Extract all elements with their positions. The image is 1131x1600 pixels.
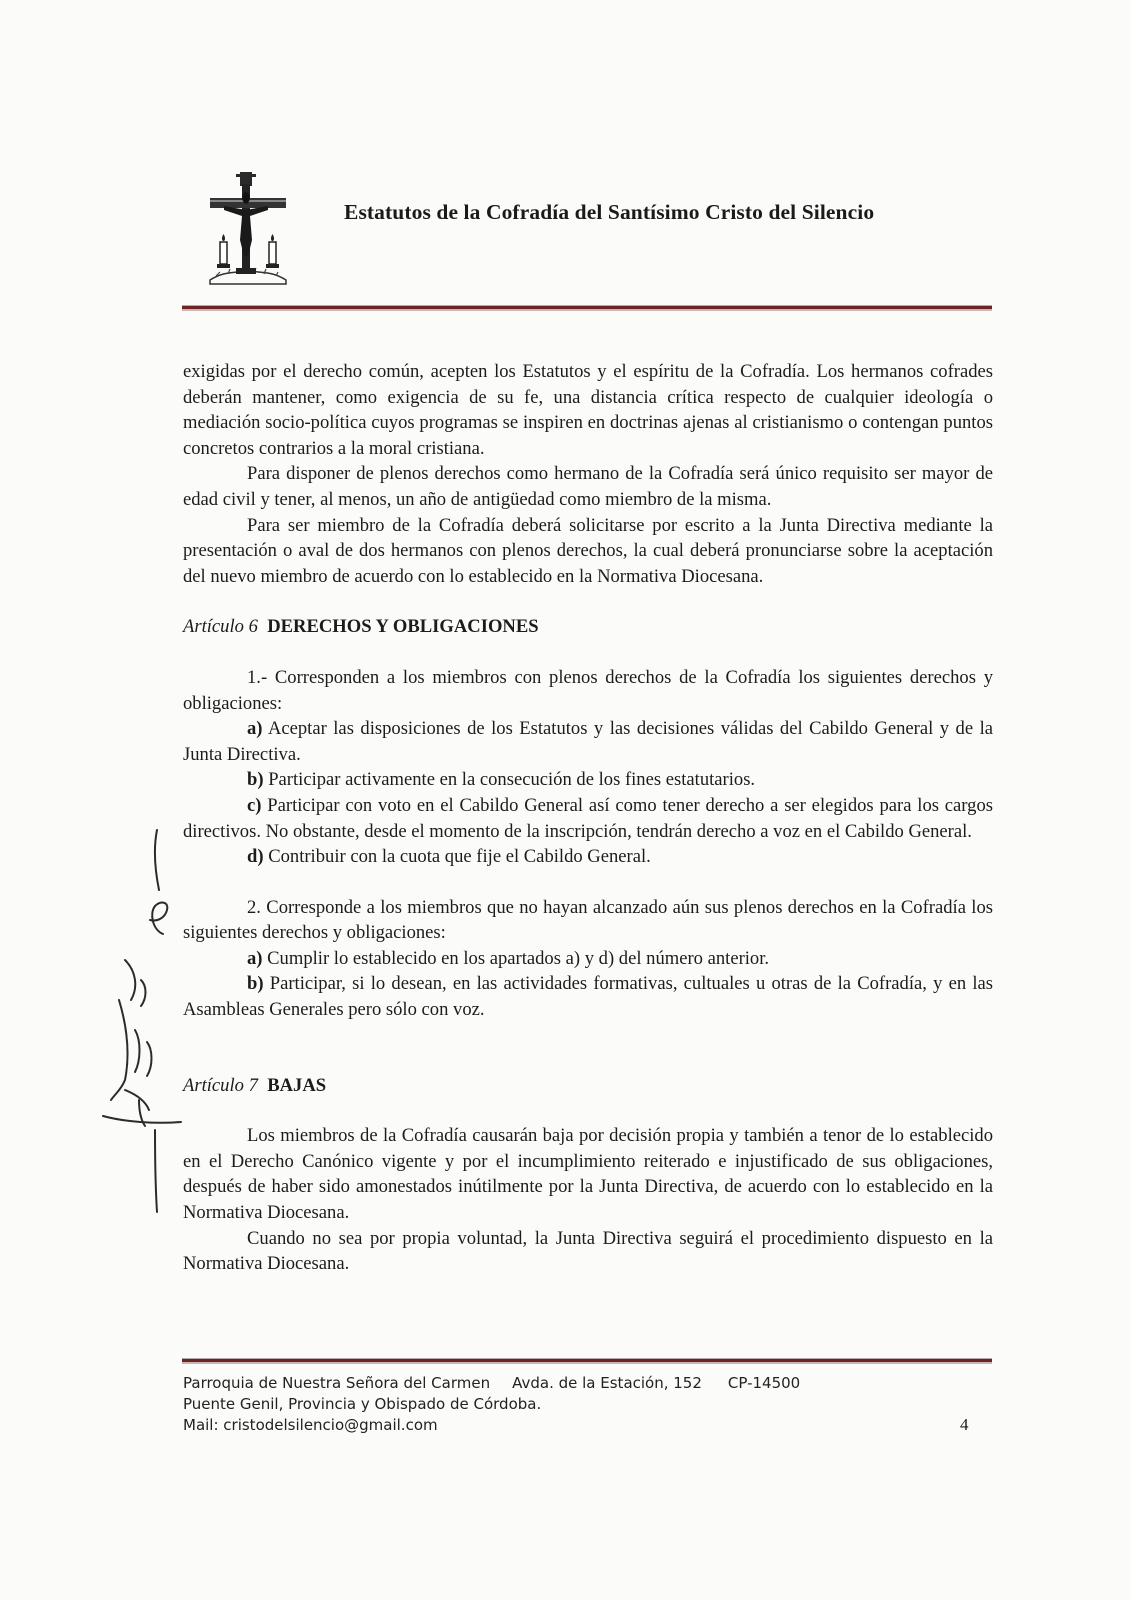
section-1-intro: 1.- Corresponden a los miembros con plenos derechos de la Cofradía los siguientes derechos y obligaciones: [183, 666, 993, 714]
footer [183, 1373, 993, 1436]
list-item: b) Participar, si lo desean, en las actividades formativas, cultuales u otras de la Cofradía, y en las Asambleas Generales pero sólo con voz. [183, 973, 994, 1021]
footer-divider [182, 1358, 992, 1364]
paragraph: Cuando no sea por propia voluntad, la Junta Directiva seguirá el procedimiento dispuesto en la Normativa Diocesana. [183, 1227, 993, 1275]
article-label: Artículo 6 [183, 616, 258, 638]
footer-mail: Mail: cristodelsilencio@gmail.com [183, 1416, 438, 1434]
handwritten-signature [95, 810, 205, 1230]
article-6-heading [183, 614, 993, 640]
document-body [183, 359, 993, 1277]
document-title: Estatutos de la Cofradía del Santísimo Cristo del Silencio [344, 200, 875, 224]
paragraph: exigidas por el derecho común, acepten los Estatutos y el espíritu de la Cofradía. Los hermanos cofrades deberán mantener, como exigencia de su fe, una distancia crítica respecto de cualquier ideología o mediación socio-política cuyos programas se inspiren en doctrinas ajenas al cristianismo o contengan puntos concretos contrarios a la moral cristiana. [183, 361, 993, 459]
article-title: BAJAS [267, 1074, 327, 1096]
list-item: a) Aceptar las disposiciones de los Estatutos y las decisiones válidas del Cabildo General y de la Junta Directiva. [183, 718, 993, 765]
page-number: 4 [960, 1415, 969, 1434]
article-label: Artículo 7 [183, 1074, 258, 1096]
paragraph: Los miembros de la Cofradía causarán baja por decisión propia y también a tenor de lo establecido en el Derecho Canónico vigente y por el incumplimiento reiterado e injustificado de sus obligaciones, después de haber sido amonestados inútilmente por la Junta Directiva, de acuerdo con lo establecido en la Normativa Diocesana. [183, 1125, 993, 1224]
article-title: DERECHOS Y OBLIGACIONES [267, 616, 539, 638]
footer-address-line [183, 1373, 993, 1394]
street-address: Avda. de la Estación, 152 [512, 1374, 702, 1392]
list-item: b) Participar activamente en la consecución de los fines estatutarios. [247, 769, 756, 791]
postal-code: CP-14500 [727, 1374, 801, 1392]
header-divider [182, 305, 992, 311]
paragraph: Para disponer de plenos derechos como hermano de la Cofradía será único requisito ser mayor de edad civil y tener, al menos, un año de antigüedad como miembro de la misma. [183, 463, 993, 510]
list-item: a) Cumplir lo establecido en los apartados a) y d) del número anterior. [247, 947, 770, 969]
footer-city: Puente Genil, Provincia y Obispado de Córdoba. [183, 1395, 542, 1413]
paragraph: Para ser miembro de la Cofradía deberá solicitarse por escrito a la Junta Directiva mediante la presentación o aval de dos hermanos con plenos derechos, la cual deberá pronunciarse sobre la aceptación del nuevo miembro de acuerdo con lo establecido en la Normativa Diocesana. [183, 514, 993, 587]
list-item: d) Contribuir con la cuota que fije el Cabildo General. [247, 846, 651, 868]
section-2-intro: 2. Corresponde a los miembros que no hayan alcanzado aún sus plenos derechos en la Cofradía los siguientes derechos y obligaciones: [183, 896, 993, 944]
crucifix-with-candles-icon [206, 170, 290, 294]
article-7-heading [183, 1073, 993, 1099]
list-item: c) Participar con voto en el Cabildo General así como tener derecho a ser elegidos para los cargos directivos. No obstante, desde el momento de la inscripción, tendrán derecho a voz en el Cabildo General. [183, 794, 993, 842]
parish-name: Parroquia de Nuestra Señora del Carmen [183, 1374, 491, 1392]
